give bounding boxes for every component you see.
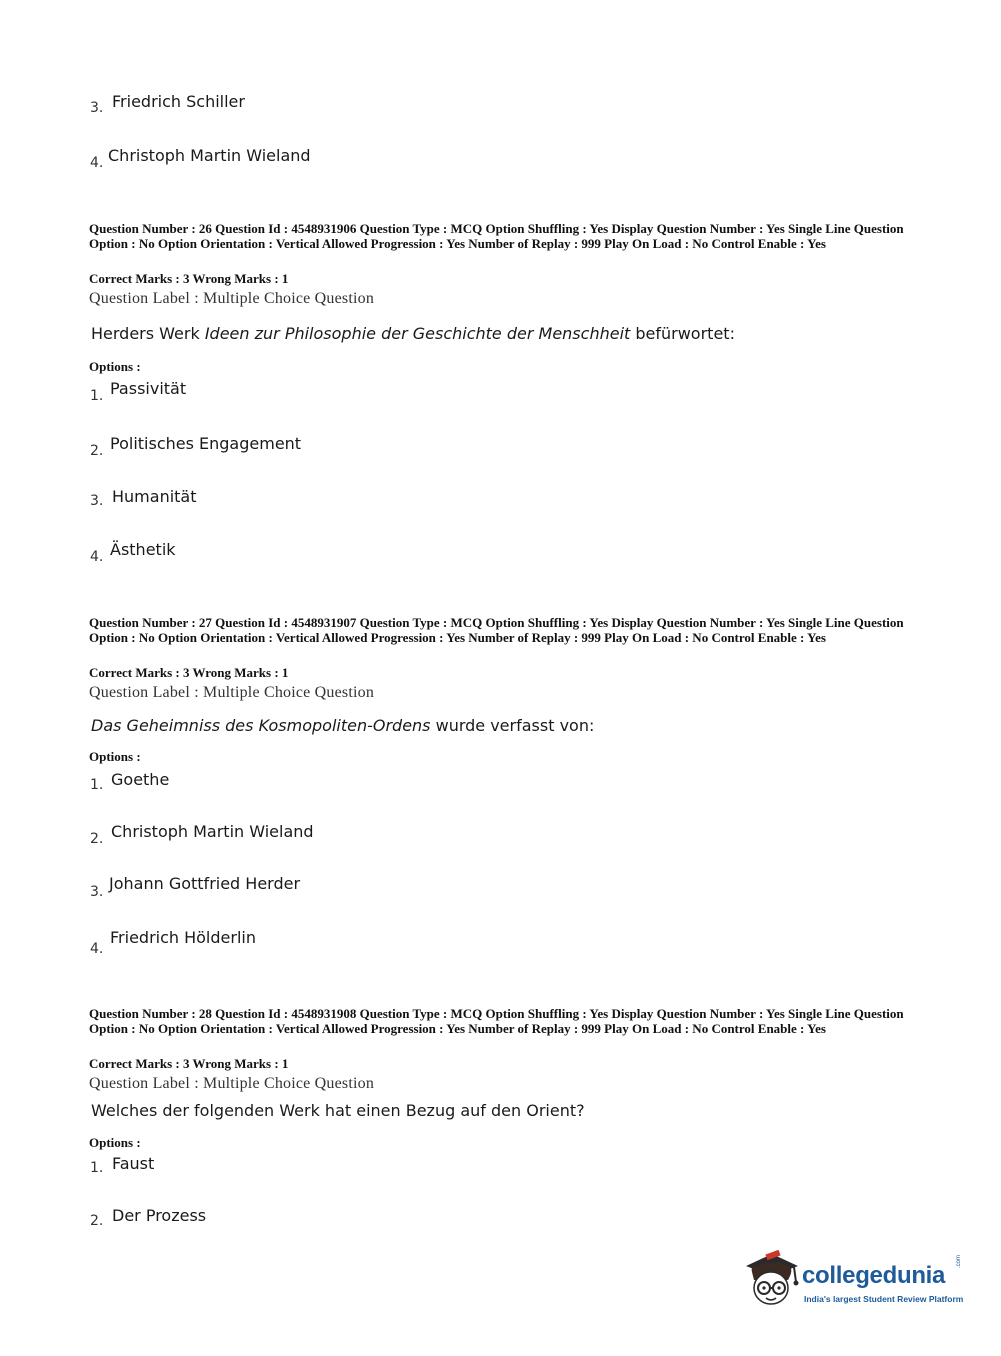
logo-wordmark: collegedunia: [802, 1262, 946, 1289]
question-text-title: Das Geheimniss des Kosmopoliten-Ordens: [91, 716, 431, 735]
option-number: 4.: [90, 941, 104, 957]
question-meta: Question Number : 28 Question Id : 4548931908 Question Type : MCQ Option Shuffling : Yes Display Question Number : Yes Single Line Question Option : No Option Orientation : Vertical Allowed Progression : Yes Number of Replay : 999 Play On Load : No Control Enable : Yes: [89, 1006, 904, 1036]
options-heading: Options :: [89, 359, 141, 374]
collegedunia-logo[interactable]: [742, 1250, 972, 1314]
option-text: Politisches Engagement: [110, 434, 302, 453]
option-text: Johann Gottfried Herder: [109, 874, 301, 893]
question-marks: Correct Marks : 3 Wrong Marks : 1: [89, 271, 289, 286]
option-text: Ästhetik: [110, 540, 176, 559]
option-text: Humanität: [112, 487, 197, 506]
option-number: 1.: [90, 388, 104, 404]
option-number: 1.: [90, 1160, 104, 1176]
option-text: Faust: [112, 1154, 155, 1173]
question-text-title: Ideen zur Philosophie der Geschichte der Menschheit: [204, 324, 631, 343]
option-number: 3.: [90, 493, 104, 509]
question-meta: Question Number : 27 Question Id : 4548931907 Question Type : MCQ Option Shuffling : Yes Display Question Number : Yes Single Line Question Option : No Option Orientation : Vertical Allowed Progression : Yes Number of Replay : 999 Play On Load : No Control Enable : Yes: [89, 615, 904, 645]
options-heading: Options :: [89, 749, 141, 764]
option-text: Christoph Martin Wieland: [111, 822, 314, 841]
question-text: [91, 716, 594, 735]
question-meta: Question Number : 26 Question Id : 4548931906 Question Type : MCQ Option Shuffling : Yes Display Question Number : Yes Single Line Question Option : No Option Orientation : Vertical Allowed Progression : Yes Number of Replay : 999 Play On Load : No Control Enable : Yes: [89, 221, 904, 251]
option-number: 1.: [90, 777, 104, 793]
logo-tagline: India's largest Student Review Platform: [804, 1294, 964, 1304]
option-number: 3.: [90, 884, 104, 900]
student-mascot-icon: [742, 1250, 802, 1312]
option-text: Friedrich Schiller: [112, 92, 245, 111]
question-text-post: wurde verfasst von:: [430, 716, 595, 735]
option-text: Goethe: [111, 770, 170, 789]
option-number: 2.: [90, 443, 104, 459]
question-text-post: befürwortet:: [630, 324, 735, 343]
option-number: 3.: [90, 100, 104, 116]
option-number: 2.: [90, 831, 104, 847]
option-text: Christoph Martin Wieland: [108, 146, 311, 165]
option-number: 2.: [90, 1213, 104, 1229]
question-marks: Correct Marks : 3 Wrong Marks : 1: [89, 1056, 289, 1071]
question-text: [91, 324, 735, 343]
option-text: Der Prozess: [112, 1206, 207, 1225]
option-text: Friedrich Hölderlin: [110, 928, 256, 947]
question-marks: Correct Marks : 3 Wrong Marks : 1: [89, 665, 289, 680]
option-number: 4.: [90, 549, 104, 565]
options-heading: Options :: [89, 1135, 141, 1150]
question-label: Question Label : Multiple Choice Question: [89, 1075, 375, 1092]
question-label: Question Label : Multiple Choice Question: [89, 290, 375, 307]
question-text: Welches der folgenden Werk hat einen Bezug auf den Orient?: [91, 1101, 585, 1120]
option-text: Passivität: [110, 379, 187, 398]
option-number: 4.: [90, 155, 104, 171]
question-label: Question Label : Multiple Choice Question: [89, 684, 375, 701]
question-text-pre: Herders Werk: [91, 324, 205, 343]
logo-com: .com: [956, 1254, 962, 1268]
